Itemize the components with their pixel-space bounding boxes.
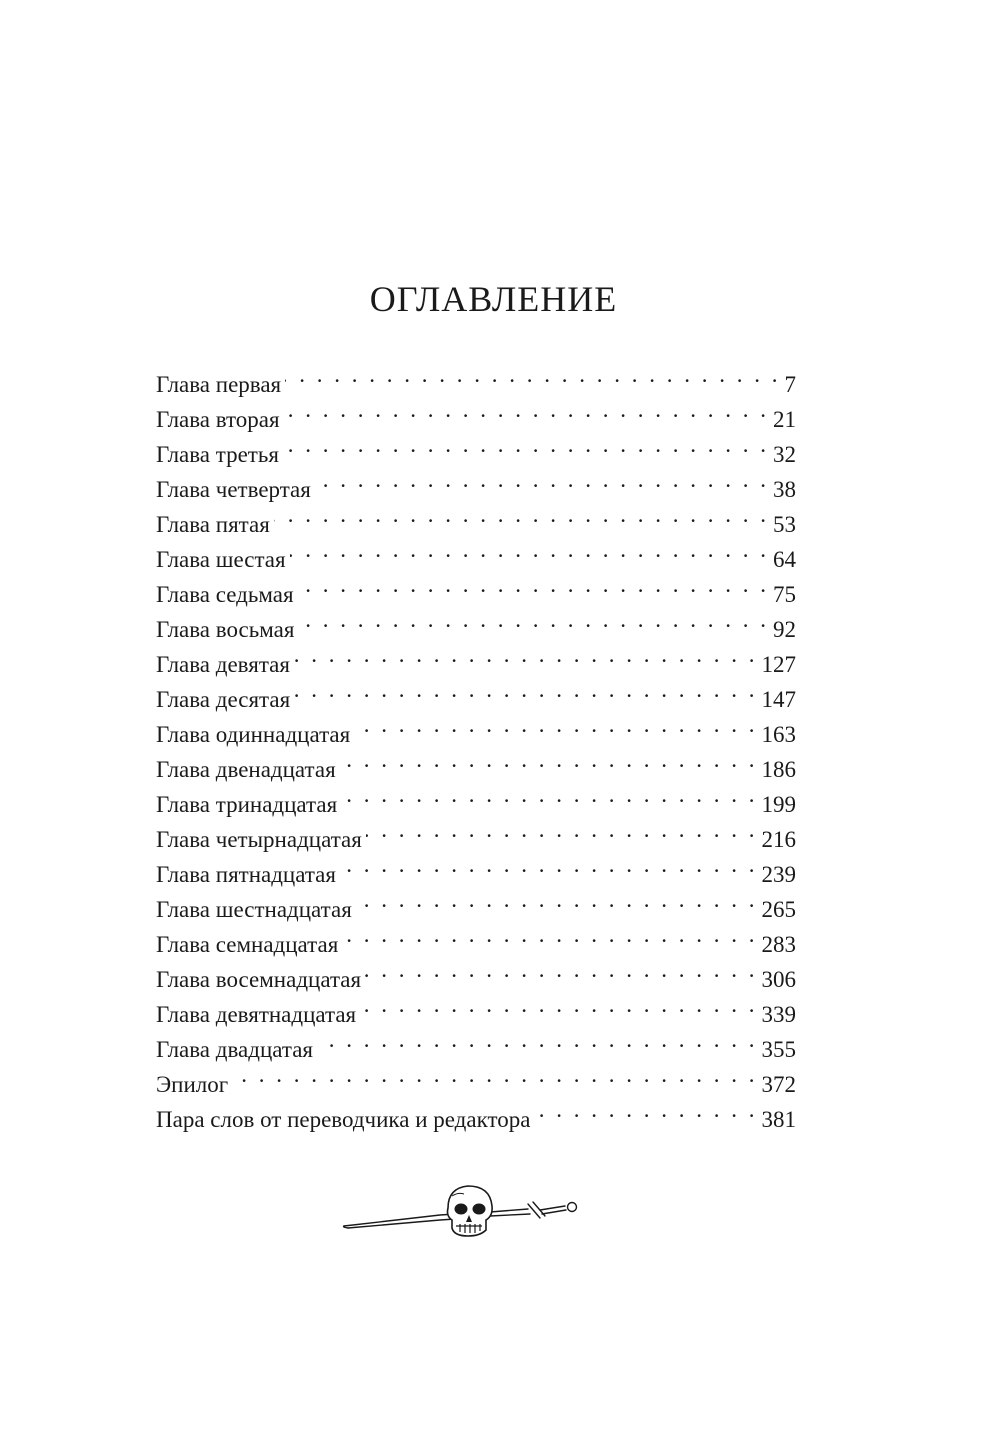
dot-leader [294,637,758,672]
toc-entry-title: Глава девятнадцатая [156,1002,357,1027]
toc-page-number: 127 [761,652,796,677]
toc-entry-title: Глава шестая [156,547,286,572]
toc-page-number: 199 [761,792,796,817]
toc-entry-title: Глава двадцатая [156,1037,313,1062]
dot-leader [290,532,769,567]
toc-page-number: 265 [761,897,796,922]
toc-page-number: 38 [773,477,796,502]
toc-entry-title: Глава девятая [156,652,290,677]
dot-leader [342,917,757,952]
toc-page-number: 75 [773,582,796,607]
toc-page-number: 21 [773,407,796,432]
toc-page-number: 64 [773,547,796,572]
toc-page-number: 53 [773,512,796,537]
toc-page-number: 92 [773,617,796,642]
toc-page-number: 186 [761,757,796,782]
toc-entry-title: Глава шестнадцатая [156,897,352,922]
toc-page-number: 306 [761,967,796,992]
dot-leader [340,742,758,777]
toc-page-number: 216 [761,827,796,852]
toc-entry-title: Глава двенадцатая [156,757,336,782]
skull-and-sword-icon [340,1182,585,1246]
dot-leader [366,812,758,847]
dot-leader [365,952,757,987]
toc-entry-title: Эпилог [156,1072,229,1097]
toc-entry-title: Глава вторая [156,407,280,432]
dot-leader [356,882,758,917]
toc-entry-title: Глава четвертая [156,477,311,502]
toc-entry-title: Глава одиннадцатая [156,722,351,747]
dot-leader [315,462,769,497]
toc-page-number: 7 [784,372,796,397]
toc-entry-title: Глава десятая [156,687,291,712]
toc-entry-title: Глава третья [156,442,279,467]
toc-entry-title: Глава четырнадцатая [156,827,362,852]
toc-page-number: 283 [761,932,796,957]
dot-leader [534,1092,757,1127]
dot-leader [232,1057,757,1092]
page-title: ОГЛАВЛЕНИЕ [369,279,618,319]
dot-leader [294,672,757,707]
toc-page-number: 147 [761,687,796,712]
toc-page-number: 381 [761,1107,796,1132]
toc-page-number: 32 [773,442,796,467]
toc-entry-title: Глава первая [156,372,282,397]
toc-page-number: 339 [761,1002,796,1027]
dot-leader [298,602,769,637]
toc-row[interactable] [156,357,796,397]
dot-leader [298,567,769,602]
dot-leader [274,497,769,532]
toc-entry-title: Глава пятнадцатая [156,862,336,887]
dot-leader [354,707,757,742]
toc-entry-title: Пара слов от переводчика и редактора [156,1107,531,1132]
dot-leader [340,847,758,882]
dot-leader [317,1022,758,1057]
toc-entry-title: Глава восемнадцатая [156,967,362,992]
toc-entry-title: Глава семнадцатая [156,932,339,957]
toc-entry-title: Глава пятая [156,512,270,537]
table-of-contents [156,357,796,1132]
toc-row[interactable] [156,1057,796,1097]
toc-page-number: 372 [761,1072,796,1097]
toc-page-number: 239 [761,862,796,887]
dot-leader [360,987,757,1022]
toc-page-number: 355 [761,1037,796,1062]
dot-leader [341,777,757,812]
toc-entry-title: Глава седьмая [156,582,294,607]
toc-page-number: 163 [761,722,796,747]
toc-row[interactable] [156,1092,796,1132]
toc-entry-title: Глава восьмая [156,617,295,642]
dot-leader [285,357,780,392]
dot-leader [283,427,769,462]
toc-entry-title: Глава тринадцатая [156,792,338,817]
dot-leader [284,392,769,427]
